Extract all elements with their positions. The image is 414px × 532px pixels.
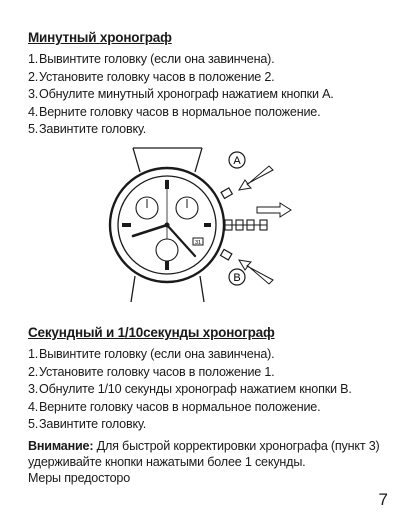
pusher-b xyxy=(221,249,232,260)
section2-title: Секундный и 1/10секунды хронограф xyxy=(28,325,275,340)
date-value: 31 xyxy=(194,240,202,246)
button-a-label: A xyxy=(233,155,241,167)
watch-illustration xyxy=(105,140,315,310)
list-item: 5.Завинтите головку. xyxy=(28,417,147,431)
precautions-text: Меры предосторо xyxy=(28,471,131,485)
list-item: 4.Верните головку часов в нормальное положение. xyxy=(28,399,321,414)
attention-text: Для быстрой корректировки хронографа (пункт 3) удерживайте кнопки нажатыми более 1 секунды. xyxy=(28,439,380,469)
section1-title: Минутный хронограф xyxy=(28,30,172,45)
arrow-a-icon xyxy=(239,166,273,190)
list-item: 3.Обнулите 1/10 секунды хронограф нажатием кнопки B. xyxy=(28,382,352,396)
list-item: 3.Обнулите минутный хронограф нажатием кнопки A. xyxy=(28,87,334,101)
list-item: 5.Завинтите головку. xyxy=(28,122,147,136)
attention-note xyxy=(28,438,388,486)
arrow-crown-icon xyxy=(257,203,291,217)
crown-positions xyxy=(225,220,267,230)
section2-steps xyxy=(28,346,352,434)
button-b-label: B xyxy=(233,272,241,284)
list-item: 1.Вывинтите головку (если она завинчена). xyxy=(28,347,275,361)
list-item: 4.Верните головку часов в нормальное положение. xyxy=(28,104,321,119)
section1-steps xyxy=(28,51,334,139)
page-number: 7 xyxy=(378,490,388,509)
subdial-bottom xyxy=(156,239,178,261)
list-item: 1.Вывинтите головку (если она завинчена). xyxy=(28,52,275,66)
attention-label: Внимание: xyxy=(28,439,94,453)
list-item: 2.Установите головку часов в положение 1. xyxy=(28,364,275,379)
pusher-a xyxy=(221,188,232,199)
list-item: 2.Установите головку часов в положение 2. xyxy=(28,69,275,84)
